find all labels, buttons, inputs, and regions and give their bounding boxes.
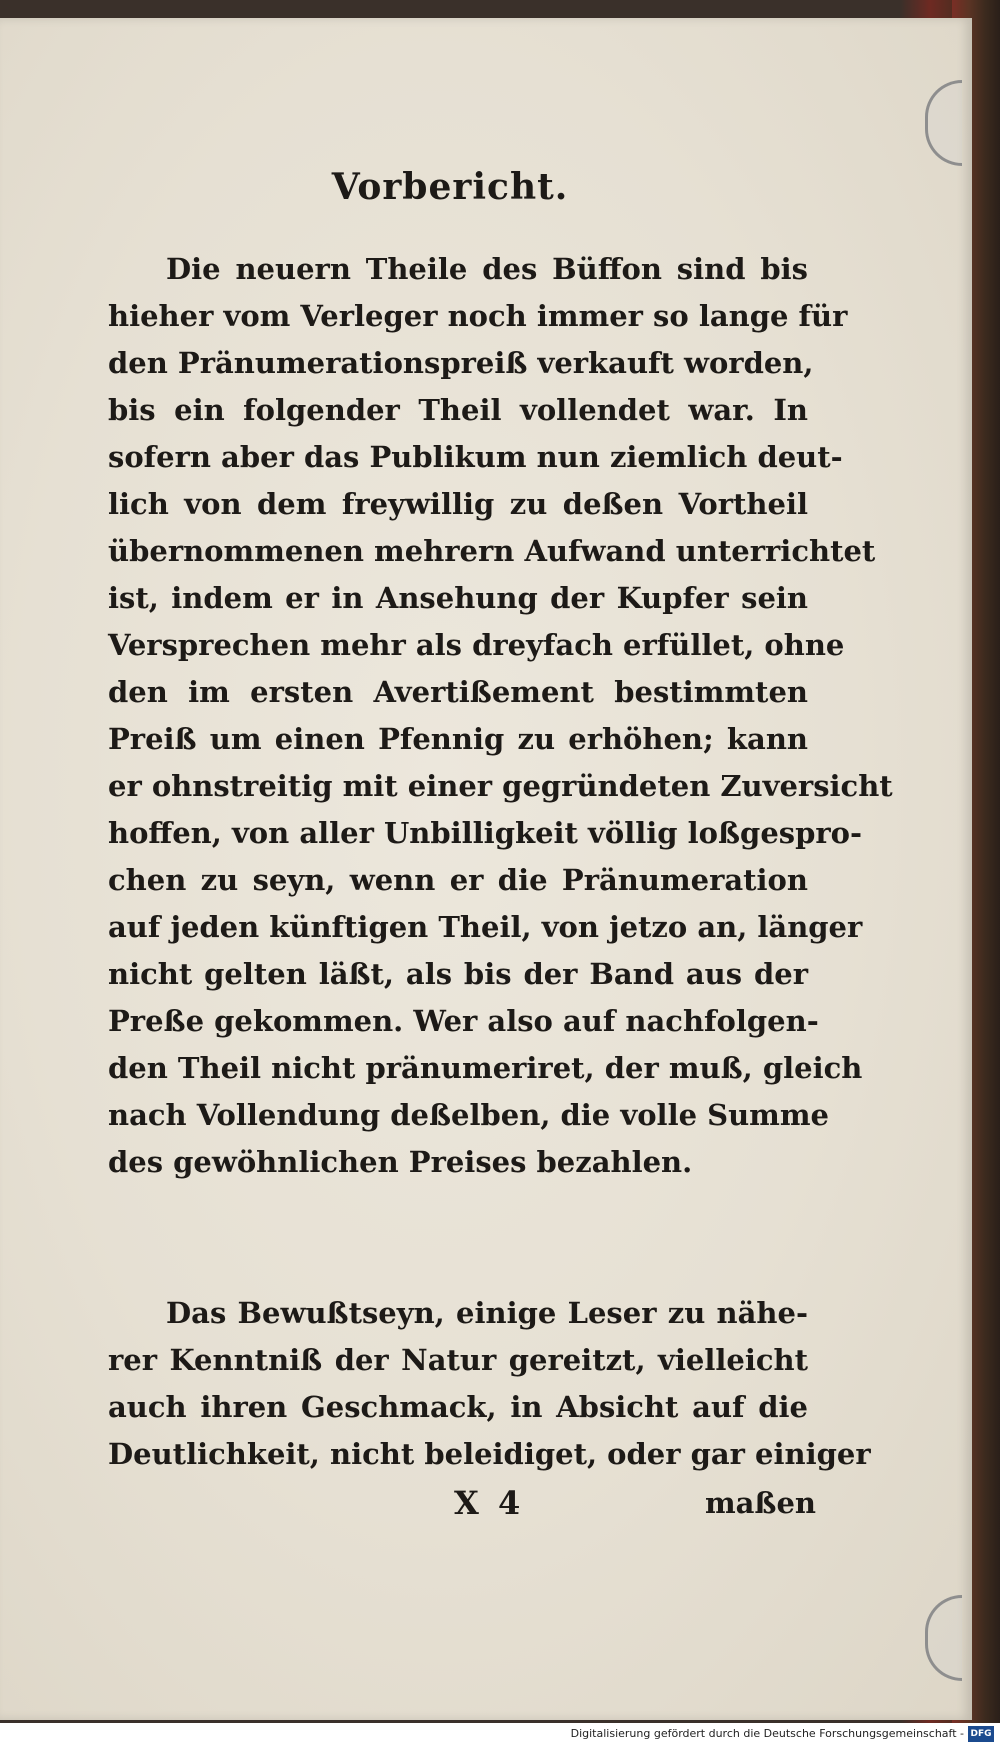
text-line: Preiß um einen Pfennig zu erhöhen; kann (108, 722, 808, 756)
paragraph-2 (108, 1290, 871, 1478)
funding-credit: Digitalisierung gefördert durch die Deutsche Forschungsgemeinschaft - (570, 1727, 964, 1740)
text-line: Versprechen mehr als dreyfach erfüllet, ohne (108, 628, 845, 662)
text-line: auch ihren Geschmack, in Absicht auf die (108, 1390, 808, 1424)
page-clip-bottom (925, 1595, 962, 1681)
text-line: rer Kenntniß der Natur gereitzt, vielleicht (108, 1343, 808, 1377)
text-line: den Pränumerationspreiß verkauft worden, (108, 346, 814, 380)
page-heading: Vorbericht. (331, 166, 569, 208)
text-line: auf jeden künftigen Theil, von jetzo an, länger (108, 910, 863, 944)
text-line: Deutlichkeit, nicht beleidiget, oder gar einiger (108, 1437, 871, 1471)
signature-mark: X 4 (454, 1484, 525, 1522)
text-line: Die neuern Theile des Büffon sind bis (166, 252, 808, 286)
text-line: sofern aber das Publikum nun ziemlich deut- (108, 440, 843, 474)
dfg-logo-icon: DFG (968, 1726, 994, 1742)
text-line: nicht gelten läßt, als bis der Band aus der (108, 957, 808, 991)
text-line: den im ersten Avertißement bestimmten (108, 675, 808, 709)
book-page (0, 18, 972, 1720)
text-line: übernommenen mehrern Aufwand unterrichtet (108, 534, 876, 568)
text-line: er ohnstreitig mit einer gegründeten Zuversicht (108, 769, 893, 803)
text-line: bis ein folgender Theil vollendet war. In (108, 393, 808, 427)
page-clip-top (925, 80, 962, 166)
page-footer (108, 1484, 816, 1524)
text-line: ist, indem er in Ansehung der Kupfer sein (108, 581, 808, 615)
catchword: maßen (704, 1486, 816, 1520)
text-line: Das Bewußtseyn, einige Leser zu nähe- (166, 1296, 808, 1330)
text-line: hieher vom Verleger noch immer so lange für (108, 299, 848, 333)
text-line: lich von dem freywillig zu deßen Vortheil (108, 487, 808, 521)
digitization-footer (0, 1723, 1000, 1747)
text-line: Preße gekommen. Wer also auf nachfolgen- (108, 1004, 819, 1038)
paragraph-1 (108, 246, 893, 1186)
text-line: den Theil nicht pränumeriret, der muß, gleich (108, 1051, 863, 1085)
text-line: chen zu seyn, wenn er die Pränumeration (108, 863, 808, 897)
text-line: des gewöhnlichen Preises bezahlen. (108, 1145, 693, 1179)
text-line: nach Vollendung deßelben, die volle Summe (108, 1098, 829, 1132)
text-line: hoffen, von aller Unbilligkeit völlig loßgespro- (108, 816, 863, 850)
